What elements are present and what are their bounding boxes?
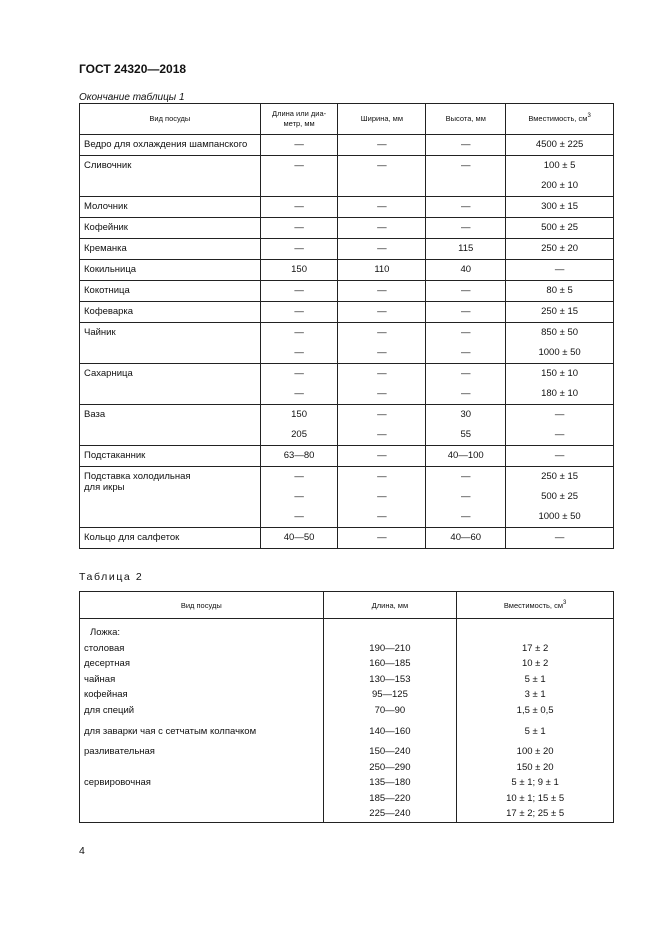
table2-cell-kind: разливательная — [80, 744, 324, 760]
table1-cell-kind — [80, 323, 261, 364]
table1-cell-capacity — [506, 218, 614, 239]
table1-capacity-value: 250 ± 20 — [541, 243, 579, 254]
table1-row — [80, 302, 614, 323]
table1-kind-text: Кокильница — [84, 264, 137, 275]
table1-height-value: — — [460, 471, 471, 482]
table1-length-value: — — [294, 347, 304, 358]
table1-height-value: — — [460, 388, 471, 399]
table2-row — [80, 619, 614, 641]
table1-row — [80, 467, 614, 528]
table1-cell-length — [260, 446, 338, 467]
table1-row — [80, 197, 614, 218]
table1-cell-width — [338, 405, 426, 446]
table2-col-length: Длина, мм — [323, 592, 457, 619]
table1-capacity-value: 850 ± 50 — [541, 327, 579, 338]
table2-cell-kind — [80, 791, 324, 807]
table1-row — [80, 405, 614, 446]
table1-kind-text: Сливочник — [84, 160, 132, 171]
table1-length-value: — — [294, 201, 304, 212]
table1-capacity-value: 500 ± 25 — [541, 222, 579, 233]
table1-cell-height — [426, 302, 506, 323]
table1-capacity-value: 500 ± 25 — [541, 491, 579, 502]
table1-length-value: — — [294, 388, 304, 399]
table2-cell-capacity: 1,5 ± 0,5 — [457, 703, 614, 719]
table2-row — [80, 775, 614, 791]
table1-cell-capacity — [506, 405, 614, 446]
table1-cell-kind — [80, 260, 261, 281]
table2-cell-length: 190—210 — [323, 641, 457, 657]
table1-cell-capacity — [506, 260, 614, 281]
table1-col-capacity-text: Вместимость, см — [528, 114, 588, 124]
table1-cell-capacity — [506, 156, 614, 197]
table1-cell-height — [426, 323, 506, 364]
table2-row — [80, 703, 614, 719]
table1-capacity-value: 150 ± 10 — [541, 368, 579, 379]
table2-cell-capacity: 5 ± 1 — [457, 672, 614, 688]
table1-cell-width — [338, 135, 426, 156]
table2-cell-length: 135—180 — [323, 775, 457, 791]
table1-kind-text: Креманка — [84, 243, 127, 254]
table1-width-value: — — [377, 532, 387, 543]
table1-cell-height — [426, 405, 506, 446]
table1-cell-length — [260, 323, 338, 364]
table1-cell-capacity — [506, 364, 614, 405]
table1-cell-height — [426, 281, 506, 302]
table1-cell-kind — [80, 218, 261, 239]
table1-cell-length — [260, 260, 338, 281]
table1-capacity-value: 180 ± 10 — [541, 388, 579, 399]
table1-row — [80, 156, 614, 197]
table1-cell-length — [260, 218, 338, 239]
table1-height-value: 30 — [460, 409, 472, 420]
table2-cell-length: 225—240 — [323, 806, 457, 822]
table1-length-value: 150 — [291, 264, 307, 275]
table1-width-value: — — [377, 160, 387, 171]
table1-width-value: — — [377, 222, 387, 233]
table1-cell-capacity — [506, 302, 614, 323]
table2-col-capacity-exp: 3 — [563, 599, 567, 606]
table1-kind-text: Кофейник — [84, 222, 128, 233]
table2-header-row — [80, 592, 614, 619]
table1 — [79, 103, 614, 549]
table1-width-value: — — [377, 285, 387, 296]
table1-capacity-value: 250 ± 15 — [541, 471, 579, 482]
table1-cell-width — [338, 302, 426, 323]
table1-length-value: — — [294, 222, 304, 233]
table2-col-kind: Вид посуды — [80, 592, 324, 619]
table1-col-length-line1: Длина или диа- — [272, 109, 327, 119]
table2-cell-length: 185—220 — [323, 791, 457, 807]
table2-cell-length: 130—153 — [323, 672, 457, 688]
table1-cell-kind — [80, 405, 261, 446]
table2-cell-capacity: 17 ± 2 — [457, 641, 614, 657]
table1-width-value: — — [377, 347, 387, 358]
table1-height-value: — — [460, 491, 471, 502]
table1-cell-width — [338, 156, 426, 197]
table2-cell-length: 150—240 — [323, 744, 457, 760]
table1-cell-kind — [80, 135, 261, 156]
table2 — [79, 591, 614, 823]
table1-width-value: — — [377, 471, 387, 482]
table1-cell-height — [426, 135, 506, 156]
table2-cell-kind: для специй — [80, 703, 324, 719]
table1-width-value: — — [377, 388, 387, 399]
table1-kind-text: Чайник — [84, 327, 116, 338]
table1-width-value: — — [377, 306, 387, 317]
table1-height-value: 115 — [458, 243, 474, 254]
table1-cell-width — [338, 197, 426, 218]
table1-kind-text: Подставка холодильная — [84, 471, 191, 482]
table1-height-value: — — [460, 306, 471, 317]
table1-height-value: 55 — [460, 429, 472, 440]
document-header: ГОСТ 24320—2018 — [79, 62, 187, 76]
table1-cell-kind — [80, 197, 261, 218]
table1-cell-capacity — [506, 239, 614, 260]
table1-length-value: 63—80 — [283, 450, 315, 461]
table1-kind-text: Сахарница — [84, 368, 133, 379]
table2-row — [80, 687, 614, 703]
table1-width-value: — — [377, 139, 387, 150]
table1-length-value: — — [294, 139, 304, 150]
table2-cell-kind: десертная — [80, 656, 324, 672]
table2-row — [80, 806, 614, 822]
table1-height-value: — — [460, 511, 471, 522]
table1-cell-width — [338, 218, 426, 239]
table1-cell-kind — [80, 528, 261, 549]
table1-col-capacity-exp: 3 — [587, 113, 591, 120]
table2-cell-capacity: 3 ± 1 — [457, 687, 614, 703]
table1-length-value: — — [294, 368, 304, 379]
table1-cell-length — [260, 281, 338, 302]
table2-row — [80, 656, 614, 672]
table1-height-value: — — [460, 368, 471, 379]
table1-length-value: — — [294, 285, 304, 296]
table1-length-value: — — [294, 471, 304, 482]
page-number: 4 — [79, 845, 85, 857]
table1-row — [80, 364, 614, 405]
table1-col-height: Высота, мм — [426, 104, 506, 135]
table2-row — [80, 744, 614, 760]
table1-kind-text: для икры — [84, 482, 125, 493]
table1-cell-capacity — [506, 197, 614, 218]
table1-width-value: 110 — [374, 264, 390, 275]
table1-col-capacity — [506, 104, 614, 135]
table1-capacity-value: — — [554, 409, 565, 420]
table2-cell-capacity: 10 ± 1; 15 ± 5 — [457, 791, 614, 807]
table1-capacity-value: — — [554, 450, 565, 461]
table2-cell-length: 160—185 — [323, 656, 457, 672]
table1-kind-text: Подстаканник — [84, 450, 146, 461]
table2-cell-kind — [80, 760, 324, 776]
table1-length-value: — — [294, 511, 304, 522]
table1-cell-length — [260, 528, 338, 549]
table1-kind-text: Кольцо для салфеток — [84, 532, 180, 543]
table1-cell-kind — [80, 302, 261, 323]
table1-width-value: — — [377, 429, 387, 440]
table1-col-length-line2: метр, мм — [283, 119, 315, 128]
table1-capacity-value: — — [554, 264, 565, 275]
table1-length-value: — — [294, 491, 304, 502]
table2-body — [80, 619, 614, 823]
table1-capacity-value: 200 ± 10 — [541, 180, 579, 191]
table2-cell-length: 250—290 — [323, 760, 457, 776]
table2-row — [80, 641, 614, 657]
table1-cell-kind — [80, 364, 261, 405]
table1-cell-length — [260, 135, 338, 156]
table1-height-value: — — [460, 285, 471, 296]
table1-col-length — [260, 104, 338, 135]
table2-cell-kind: сервировочная — [80, 775, 324, 791]
table2-cell-kind: Ложка: — [80, 619, 324, 641]
table2-cell-capacity: 17 ± 2; 25 ± 5 — [457, 806, 614, 822]
table1-width-value: — — [377, 243, 387, 254]
table1-length-value: — — [294, 306, 304, 317]
table1-row — [80, 281, 614, 302]
table1-cell-capacity — [506, 446, 614, 467]
table1-capacity-value: 300 ± 15 — [541, 201, 579, 212]
table1-height-value: 40 — [460, 264, 472, 275]
table1-width-value: — — [377, 201, 387, 212]
table1-body — [80, 135, 614, 549]
table1-cell-length — [260, 197, 338, 218]
table2-cell-capacity — [457, 619, 614, 641]
table1-row — [80, 446, 614, 467]
table1-kind-text: Молочник — [84, 201, 128, 212]
table1-width-value: — — [377, 511, 387, 522]
table1-height-value: — — [460, 327, 471, 338]
table1-row — [80, 239, 614, 260]
table2-cell-kind — [80, 806, 324, 822]
table1-height-value: — — [460, 139, 471, 150]
table1-height-value: — — [460, 160, 471, 171]
table1-row — [80, 135, 614, 156]
table1-cell-width — [338, 260, 426, 281]
table1-cell-kind — [80, 446, 261, 467]
table1-cell-length — [260, 156, 338, 197]
table1-cell-height — [426, 446, 506, 467]
table1-capacity-value: 250 ± 15 — [541, 306, 579, 317]
table2-cell-length — [323, 619, 457, 641]
table1-cell-kind — [80, 467, 261, 528]
table1-cell-height — [426, 156, 506, 197]
table1-cell-width — [338, 528, 426, 549]
table2-caption: Таблица 2 — [79, 571, 144, 583]
table1-cell-capacity — [506, 528, 614, 549]
table1-cell-length — [260, 405, 338, 446]
table1-cell-length — [260, 364, 338, 405]
table1-capacity-value: 1000 ± 50 — [538, 511, 581, 522]
table1-cell-height — [426, 528, 506, 549]
table1-cell-width — [338, 446, 426, 467]
table1-capacity-value: — — [554, 429, 565, 440]
table1-width-value: — — [377, 491, 387, 502]
table1-capacity-value: — — [554, 532, 565, 543]
table1-cell-length — [260, 239, 338, 260]
table1-width-value: — — [377, 409, 387, 420]
table2-cell-capacity: 150 ± 20 — [457, 760, 614, 776]
table2-row — [80, 760, 614, 776]
table1-length-value: — — [294, 327, 304, 338]
table1-cell-width — [338, 323, 426, 364]
table1-cell-height — [426, 364, 506, 405]
table1-header-row — [80, 104, 614, 135]
table2-row — [80, 718, 614, 744]
table2-cell-kind: столовая — [80, 641, 324, 657]
table1-row — [80, 260, 614, 281]
table1-cell-width — [338, 467, 426, 528]
table2-cell-length: 95—125 — [323, 687, 457, 703]
table1-length-value: — — [294, 160, 304, 171]
table1-cell-capacity — [506, 323, 614, 364]
table1-kind-text: Ваза — [84, 409, 106, 420]
table2-cell-capacity: 10 ± 2 — [457, 656, 614, 672]
table1-cell-height — [426, 260, 506, 281]
table2-row — [80, 791, 614, 807]
table1-capacity-value: 4500 ± 225 — [535, 139, 584, 150]
table2-col-capacity-text: Вместимость, см — [503, 600, 564, 610]
table1-kind-text: Кофеварка — [84, 306, 134, 317]
table1-cell-height — [426, 218, 506, 239]
table1-cell-length — [260, 467, 338, 528]
table2-cell-kind: для заварки чая с сетчатым колпачком — [80, 718, 324, 744]
table2-cell-kind: кофейная — [80, 687, 324, 703]
table2-cell-capacity: 5 ± 1; 9 ± 1 — [457, 775, 614, 791]
table1-height-value: — — [460, 201, 471, 212]
table1-cell-kind — [80, 156, 261, 197]
table1-cell-capacity — [506, 467, 614, 528]
table2-cell-length: 140—160 — [323, 718, 457, 744]
table1-height-value: — — [460, 347, 471, 358]
table1-cell-width — [338, 281, 426, 302]
table1-length-value: 150 — [291, 409, 307, 420]
table1-cell-capacity — [506, 281, 614, 302]
table1-row — [80, 528, 614, 549]
table1-row — [80, 218, 614, 239]
table1-height-value: 40—100 — [447, 450, 484, 461]
table1-width-value: — — [377, 327, 387, 338]
table2-cell-kind: чайная — [80, 672, 324, 688]
table1-height-value: — — [460, 222, 471, 233]
table2-col-capacity — [457, 592, 614, 619]
table1-length-value: 205 — [291, 429, 307, 440]
table2-cell-capacity: 5 ± 1 — [457, 718, 614, 744]
table1-width-value: — — [377, 450, 387, 461]
table1-cell-width — [338, 239, 426, 260]
table1-kind-text: Кокотница — [84, 285, 130, 296]
table1-kind-text: Ведро для охлаждения шампанского — [84, 139, 248, 150]
table1-capacity-value: 100 ± 5 — [543, 160, 576, 171]
table1-caption: Окончание таблицы 1 — [79, 92, 185, 103]
table2-cell-length: 70—90 — [323, 703, 457, 719]
table1-cell-capacity — [506, 135, 614, 156]
table1-cell-height — [426, 239, 506, 260]
table1-cell-height — [426, 197, 506, 218]
table1-cell-kind — [80, 281, 261, 302]
table2-cell-capacity: 100 ± 20 — [457, 744, 614, 760]
table1-col-kind: Вид посуды — [80, 104, 261, 135]
table1-capacity-value: 1000 ± 50 — [538, 347, 581, 358]
table1-height-value: 40—60 — [450, 532, 482, 543]
table1-col-width: Ширина, мм — [338, 104, 426, 135]
table1-cell-kind — [80, 239, 261, 260]
table1-cell-height — [426, 467, 506, 528]
table1-length-value: — — [294, 243, 304, 254]
table1-cell-width — [338, 364, 426, 405]
table2-row — [80, 672, 614, 688]
table1-length-value: 40—50 — [283, 532, 315, 543]
table1-capacity-value: 80 ± 5 — [546, 285, 573, 296]
table1-row — [80, 323, 614, 364]
table1-cell-length — [260, 302, 338, 323]
table1-width-value: — — [377, 368, 387, 379]
